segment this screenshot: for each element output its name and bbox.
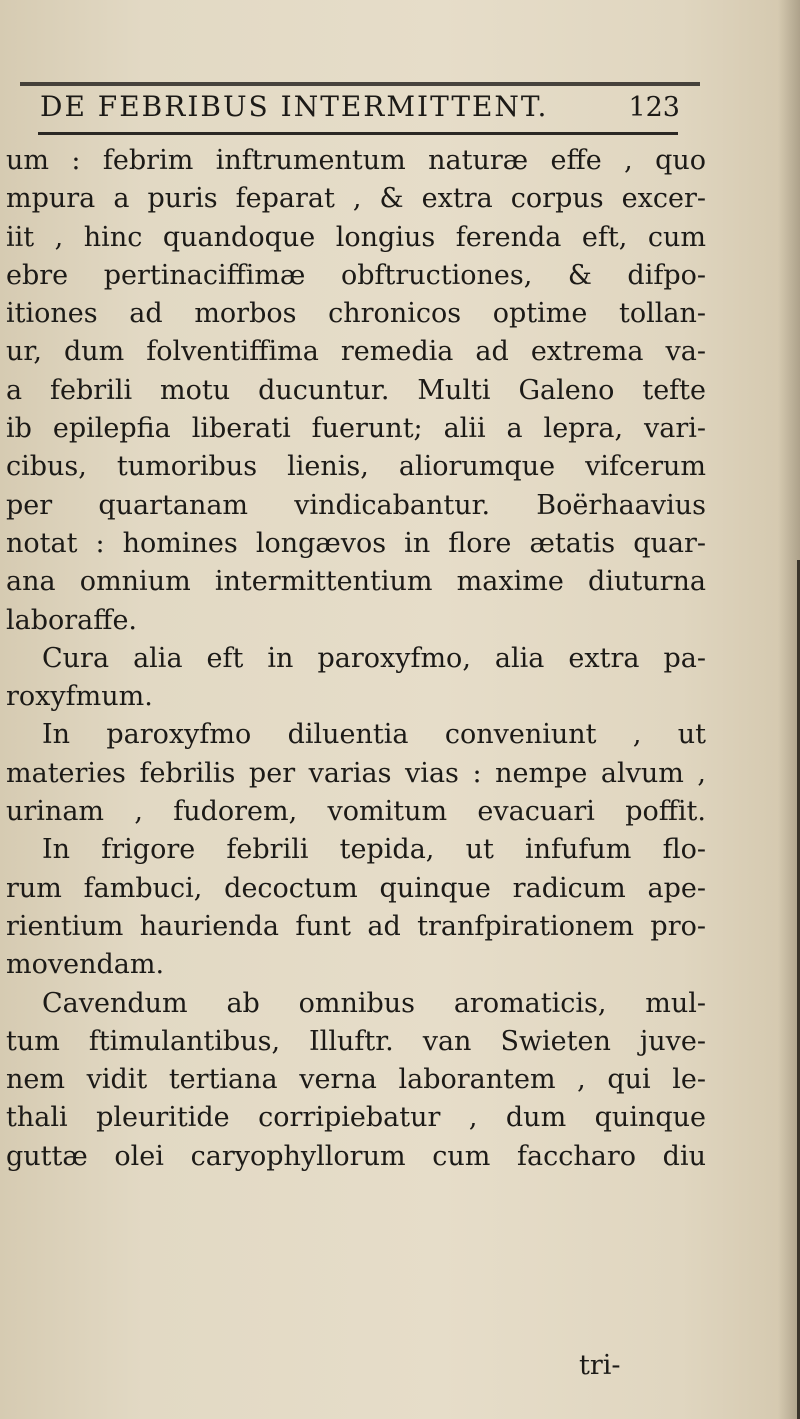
text-line: rum fambuci, decoctum quinque radicum ape-: [6, 872, 706, 904]
text-line: um : febrim inftrumentum naturæ effe , quo: [6, 145, 706, 176]
text-line: cibus, tumoribus lienis, aliorumque vifcerum: [6, 451, 706, 483]
text-line: guttæ olei caryophyllorum cum faccharo diu: [6, 1140, 706, 1172]
paragraph-start-line: Cavendum ab omnibus aromaticis, mul-: [42, 987, 706, 1019]
paragraph-start-line: Cura alia eft in paroxyfmo, alia extra pa-: [42, 642, 706, 674]
text-line: urinam , fudorem, vomitum evacuari poffit.: [6, 796, 706, 828]
text-line: ana omnium intermittentium maxime diuturna: [6, 566, 706, 598]
text-line: iit , hinc quandoque longius ferenda eft, cum: [6, 221, 706, 253]
text-line: movendam.: [6, 949, 165, 981]
paragraph-start-line: In paroxyfmo diluentia conveniunt , ut: [42, 719, 706, 751]
page-header: [40, 90, 680, 126]
text-line: roxyfmum.: [6, 681, 153, 713]
catchword: tri-: [579, 1350, 621, 1381]
text-line: ebre pertinaciffimæ obftructiones, & difpo-: [6, 259, 706, 291]
paragraph-start-line: In frigore febrili tepida, ut infufum flo-: [42, 834, 706, 866]
text-line: thali pleuritide corripiebatur , dum quinque: [6, 1102, 706, 1134]
header-rule: [38, 132, 678, 135]
text-line: ur, dum folventiffima remedia ad extrema va-: [6, 336, 706, 368]
text-line: itiones ad morbos chronicos optime tollan-: [6, 298, 706, 330]
text-line: mpura a puris feparat , & extra corpus excer-: [6, 183, 706, 215]
text-line: tum ftimulantibus, Illuftr. van Swieten juve-: [6, 1025, 706, 1057]
text-line: ib epilepfia liberati fuerunt; alii a lepra, vari-: [6, 413, 706, 445]
text-line: materies febrilis per varias vias : nempe alvum ,: [6, 757, 706, 789]
page-number: 123: [628, 92, 680, 123]
top-rule: [20, 82, 700, 86]
text-line: laboraffe.: [6, 604, 138, 636]
text-line: a febrili motu ducuntur. Multi Galeno tefte: [6, 374, 706, 406]
text-line: nem vidit tertiana verna laborantem , qui le-: [6, 1064, 706, 1096]
text-line: per quartanam vindicabantur. Boërhaavius: [6, 489, 706, 521]
text-line: notat : homines longævos in flore ætatis quar-: [6, 527, 706, 559]
body-text: [6, 142, 706, 1176]
text-line: rientium haurienda funt ad tranfpirationem pro-: [6, 910, 706, 942]
running-head: DE FEBRIBUS INTERMITTENT.: [40, 90, 549, 123]
